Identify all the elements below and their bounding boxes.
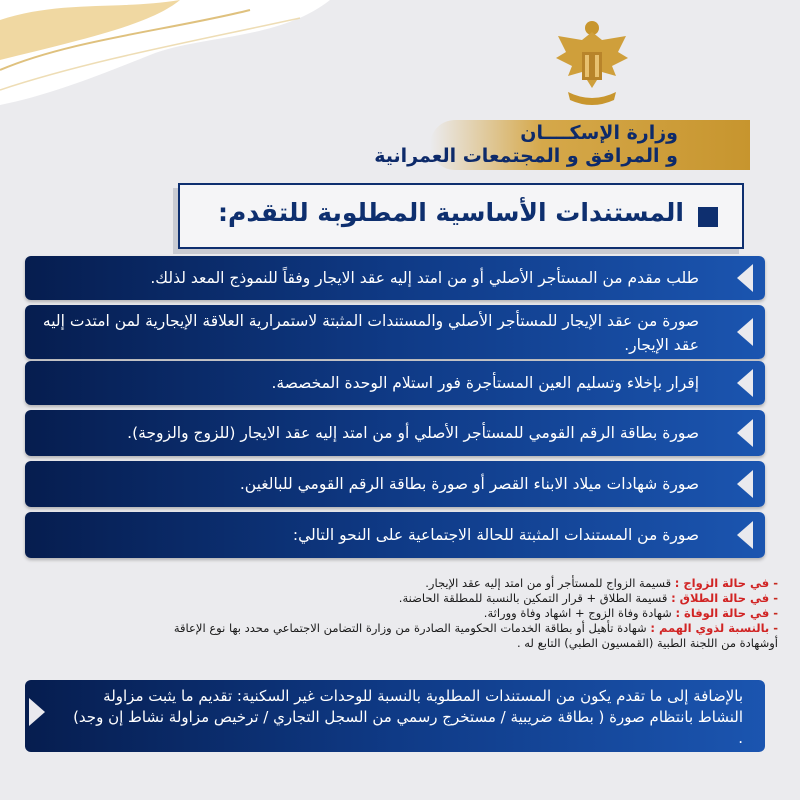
ministry-banner	[374, 120, 750, 170]
detail-row: -بالنسبة لذوي الهمم : شهادة تأهيل أو بطاقة الخدمات الحكومية الصادرة من وزارة التضامن الاجتماعي محدد بها نوع الإعاقة	[173, 621, 778, 635]
arrow-left-icon	[737, 264, 753, 292]
ministry-name-line2: و المرافق و المجتمعات العمرانية	[374, 145, 678, 167]
detail-text: شهادة وفاة الزوج + اشهاد وفاة ووراثة.	[483, 606, 676, 620]
section-title: المستندات الأساسية المطلوبة للتقدم:	[218, 198, 684, 227]
detail-row-continuation: أوشهادة من اللجنة الطبية (القمسيون الطبي) التابع له .	[516, 636, 778, 650]
list-item	[25, 305, 765, 359]
arrow-right-icon	[29, 698, 45, 726]
arrow-left-icon	[737, 521, 753, 549]
arrow-left-icon	[737, 318, 753, 346]
list-item	[25, 512, 765, 558]
background-swoosh	[0, 0, 330, 120]
marital-status-details	[20, 576, 778, 651]
arrow-left-icon	[737, 369, 753, 397]
detail-row: -في حالة الطلاق : قسيمة الطلاق + قرار التمكين بالنسبة للمطلقة الحاضنة.	[398, 591, 778, 605]
detail-label: في حالة الطلاق :	[671, 591, 770, 605]
list-item-text: صورة شهادات ميلاد الابناء القصر أو صورة بطاقة الرقم القومي للبالغين.	[239, 475, 699, 493]
detail-label: في حالة الزواج :	[674, 576, 770, 590]
list-item-text: طلب مقدم من المستأجر الأصلي أو من امتد إليه عقد الايجار وفقاً للنموذج المعد لذلك.	[150, 269, 699, 287]
detail-row: -في حالة الزواج : قسيمة الزواج للمستأجر أو من امتد إليه عقد الإيجار.	[425, 576, 778, 590]
detail-label: في حالة الوفاة :	[675, 606, 770, 620]
non-residential-note	[25, 680, 765, 752]
ministry-name-line1: وزارة الإسكــــان	[520, 122, 678, 144]
detail-text: قسيمة الطلاق + قرار التمكين بالنسبة للمطلقة الحاضنة.	[398, 591, 672, 605]
list-item	[25, 461, 765, 507]
detail-text: قسيمة الزواج للمستأجر أو من امتد إليه عقد الإيجار.	[425, 576, 675, 590]
arrow-left-icon	[737, 419, 753, 447]
list-item-text: صورة من عقد الإيجار للمستأجر الأصلي والمستندات المثبتة لاستمرارية العلاقة الإيجارية لمن امتدت إليه عقد الإيجار.	[42, 312, 699, 354]
non-residential-note-text: بالإضافة إلى ما تقدم يكون من المستندات المطلوبة بالنسبة للوحدات غير السكنية: تقديم ما يثبت مزاولة النشاط بانتظام صورة ( بطاقة ضريبية / مستخرج رسمي من السجل التجاري / ترخيص مزاولة نشاط إن وجد) .	[73, 687, 743, 747]
section-title-box	[178, 183, 744, 249]
list-item-text: إقرار بإخلاء وتسليم العين المستأجرة فور استلام الوحدة المخصصة.	[271, 374, 699, 392]
list-item	[25, 361, 765, 405]
eagle-emblem-icon	[552, 18, 632, 114]
list-item-text: صورة من المستندات المثبتة للحالة الاجتماعية على النحو التالي:	[292, 526, 699, 544]
arrow-left-icon	[737, 470, 753, 498]
list-item-text: صورة بطاقة الرقم القومي للمستأجر الأصلي أو من امتد إليه عقد الايجار (للزوج والزوجة).	[127, 424, 699, 442]
square-bullet-icon	[698, 207, 718, 227]
list-item	[25, 256, 765, 300]
detail-label: بالنسبة لذوي الهمم :	[650, 621, 770, 635]
list-item	[25, 410, 765, 456]
detail-row: -في حالة الوفاة : شهادة وفاة الزوج + اشهاد وفاة ووراثة.	[483, 606, 778, 620]
detail-text: شهادة تأهيل أو بطاقة الخدمات الحكومية الصادرة من وزارة التضامن الاجتماعي محدد بها نوع الإعاقة	[173, 621, 651, 635]
